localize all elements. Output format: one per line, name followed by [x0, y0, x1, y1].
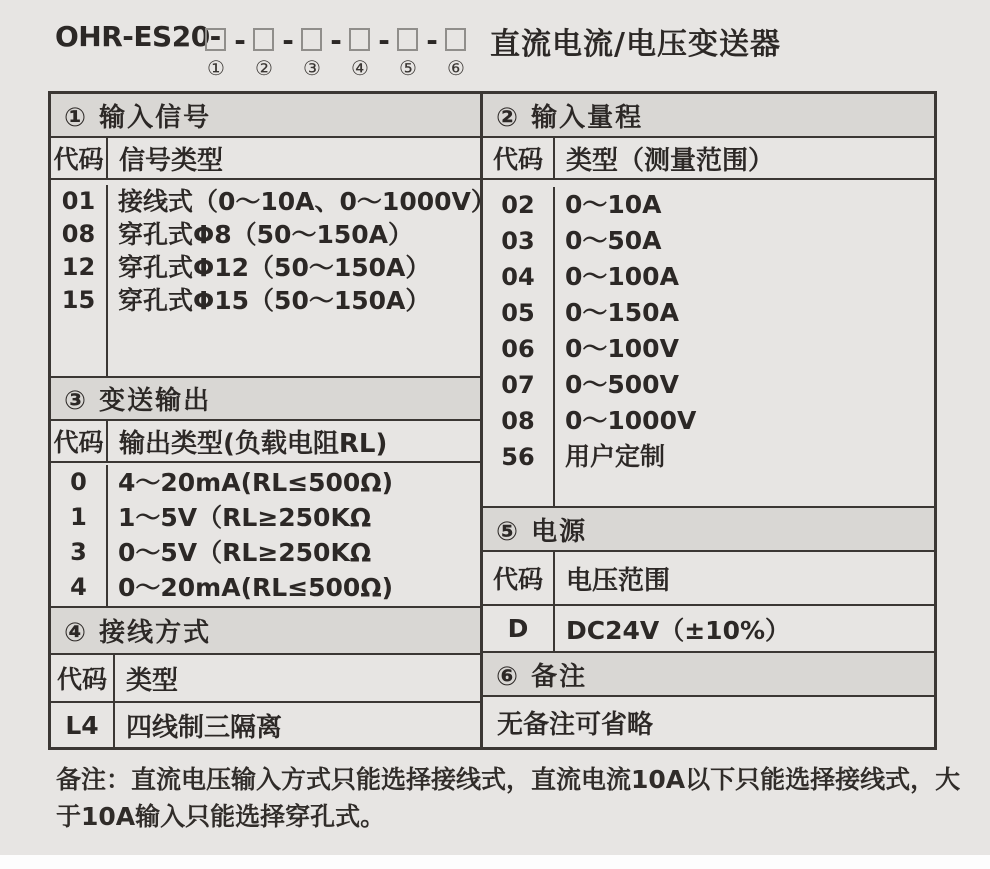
- bottom-strip: [0, 855, 990, 869]
- code-cell: 15: [61, 286, 96, 314]
- code-cell: 02: [501, 191, 535, 219]
- code-column-header: 代码: [51, 421, 108, 461]
- code-column-header: 代码: [51, 655, 115, 701]
- code-cell: 1: [70, 503, 87, 531]
- code-cell: 0: [70, 468, 87, 496]
- header-row: [51, 655, 480, 703]
- type-cell: 用户定制: [565, 442, 666, 471]
- type-column: [108, 185, 496, 376]
- position-marker-6: ⑥: [447, 56, 465, 80]
- model-code-box-5: [397, 28, 418, 51]
- model-code-box-6: [445, 28, 466, 51]
- code-column-header: 代码: [483, 138, 555, 178]
- section-heading-power-supply: ⑤ 电源: [483, 508, 934, 552]
- section-heading-transmit-output: ③ 变送输出: [51, 378, 480, 421]
- type-cell: 0～100A: [565, 262, 679, 291]
- type-column-header: 电压范围: [566, 565, 671, 596]
- header-row: [51, 138, 480, 180]
- code-column-header: 代码: [51, 138, 108, 178]
- code-column: [51, 465, 108, 606]
- section-heading-input-range: ② 输入量程: [483, 94, 934, 138]
- position-marker-5: ⑤: [399, 56, 417, 80]
- code-cell: 04: [501, 263, 535, 291]
- header-row: [483, 552, 934, 606]
- header-row: [483, 138, 934, 180]
- dash-separator: -: [330, 24, 342, 57]
- type-cell: 0～5V（RL≥250KΩ: [118, 538, 372, 567]
- table-left-column: [51, 94, 496, 747]
- type-cell: 0～1000V: [565, 406, 697, 435]
- model-code-box-4: [349, 28, 370, 51]
- remark-cell: 无备注可省略: [497, 709, 654, 740]
- section-heading-wiring-mode: ④ 接线方式: [51, 608, 480, 655]
- position-marker-1: ①: [207, 56, 225, 80]
- transmit-output-data: [51, 463, 480, 608]
- model-code-box-3: [301, 28, 322, 51]
- type-cell: 穿孔式Φ8（50～150A）: [118, 220, 413, 249]
- code-cell: L4: [51, 703, 115, 747]
- position-marker-3: ③: [303, 56, 321, 80]
- model-code-box-2: [253, 28, 274, 51]
- type-column: [555, 187, 934, 506]
- code-cell: 08: [61, 220, 96, 248]
- type-cell: 穿孔式Φ12（50～150A）: [118, 253, 431, 282]
- product-title: 直流电流/电压变送器: [490, 27, 781, 62]
- type-cell: 穿孔式Φ15（50～150A）: [118, 286, 431, 315]
- type-cell: 0～50A: [565, 226, 662, 255]
- footer-note: 备注：直流电压输入方式只能选择接线式，直流电流10A以下只能选择接线式，大于10A输入只能选择穿孔式。: [56, 765, 961, 831]
- type-column-header: 输出类型(负载电阻RL): [119, 428, 388, 459]
- dash-separator: -: [282, 24, 294, 57]
- code-cell: 05: [501, 299, 535, 327]
- input-signal-data: [51, 180, 496, 378]
- type-cell: 4～20mA(RL≤500Ω): [118, 468, 394, 497]
- code-column: [51, 185, 108, 376]
- header-row: [51, 421, 480, 463]
- type-cell: 0～100V: [565, 334, 679, 363]
- type-column-header: 类型（测量范围）: [566, 145, 775, 176]
- type-column-header: 信号类型: [119, 145, 224, 176]
- table-row: [51, 703, 480, 747]
- type-column-header: 类型: [126, 665, 179, 696]
- type-cell: 四线制三隔离: [126, 712, 283, 743]
- model-code-box-1: [205, 28, 226, 51]
- selection-table: [48, 91, 937, 750]
- type-cell: 0～500V: [565, 370, 679, 399]
- table-right-column: [483, 94, 934, 747]
- input-range-data: [483, 180, 934, 508]
- type-column: [108, 465, 480, 606]
- type-cell: DC24V（±10%）: [566, 615, 791, 645]
- type-cell: 0～150A: [565, 298, 679, 327]
- table-row: [483, 606, 934, 653]
- code-cell: 06: [501, 335, 535, 363]
- type-cell: 0～10A: [565, 190, 662, 219]
- code-cell: 56: [501, 443, 535, 471]
- dash-separator: -: [378, 24, 390, 57]
- code-cell: 08: [501, 407, 535, 435]
- type-cell: 0～20mA(RL≤500Ω): [118, 573, 394, 602]
- code-cell: 4: [70, 573, 87, 601]
- section-heading-input-signal: ① 输入信号: [51, 94, 480, 138]
- model-prefix: OHR-ES20-: [55, 20, 221, 53]
- code-cell: 07: [501, 371, 535, 399]
- dash-separator: -: [426, 24, 438, 57]
- position-marker-4: ④: [351, 56, 369, 80]
- position-markers: [192, 56, 480, 80]
- type-cell: 1～5V（RL≥250KΩ: [118, 503, 372, 532]
- code-cell: 3: [70, 538, 87, 566]
- code-column-header: 代码: [483, 552, 555, 604]
- position-marker-2: ②: [255, 56, 273, 80]
- dash-separator: -: [234, 24, 246, 57]
- section-heading-remark: ⑥ 备注: [483, 653, 934, 697]
- code-column: [483, 187, 555, 506]
- code-cell: 12: [61, 253, 96, 281]
- type-cell: 接线式（0～10A、0～1000V）: [118, 187, 496, 216]
- code-cell: D: [483, 606, 555, 651]
- code-cell: 01: [61, 187, 96, 215]
- code-cell: 03: [501, 227, 535, 255]
